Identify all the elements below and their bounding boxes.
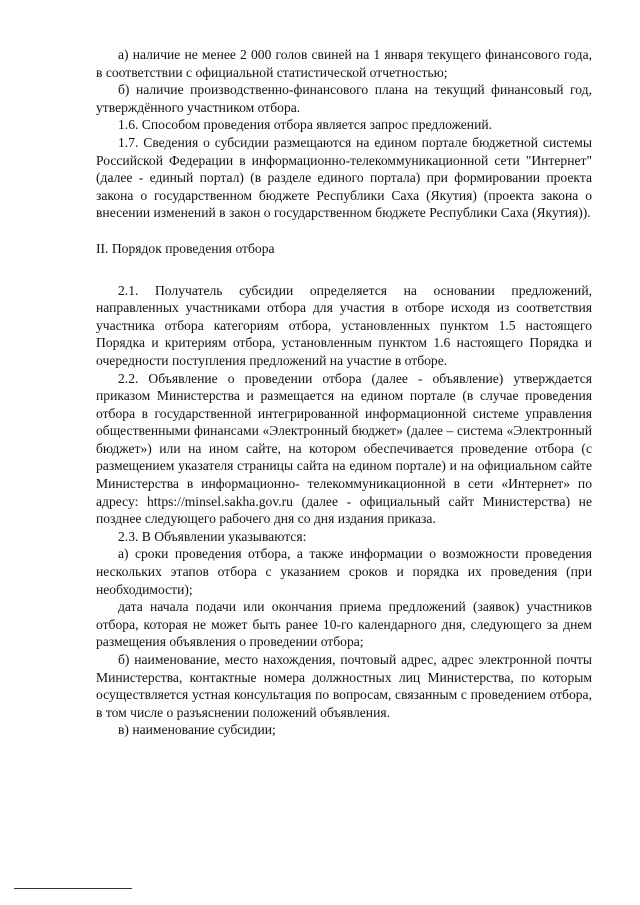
paragraph-2-1: 2.1. Получатель субсидии определяется на основании предложений, направленных участниками отбора для участия в отборе исходя из соответствия участника отбора категориям отбора, установленных пунктом 1.5 настоящего Порядка и критериям отбора, установленным пунктом 1.6 настоящего Порядка и очередности поступления предложений на участие в отборе. [96,282,592,368]
paragraph-1a: а) наличие не менее 2 000 голов свиней на 1 января текущего финансового года, в соответствии с официальной статистической отчетностью; [96,47,592,80]
footnote-rule [14,888,132,889]
paragraph-1-7: 1.7. Сведения о субсидии размещаются на едином портале бюджетной системы Российской Федерации в информационно-телекоммуникационной сети "Интернет" (далее - единый портал) (в разделе единого портала) при формировании проекта закона о государственном бюджете Республики Саха (Якутия) (проекта закона о внесении изменений в закон о государственном бюджете Республики Саха (Якутия)). [96,134,592,221]
paragraph-2-3-date: дата начала подачи или окончания приема предложений (заявок) участников отбора, которая не может быть ранее 10-го календарного дня, следующего за днем размещения объявления о проведении отбора; [96,599,592,650]
paragraph-1-6: 1.6. Способом проведения отбора является запрос предложений. [118,117,493,133]
section-heading: II. Порядок проведения отбора [96,240,275,256]
paragraph-2-3-a: а) сроки проведения отбора, а также информации о возможности проведения нескольких этапов отбора с указанием сроков и порядка их проведения (при необходимости); [96,546,592,597]
paragraph-2-3-b: б) наименование, место нахождения, почтовый адрес, адрес электронной почты Министерства, контактные номера должностных лиц Министерства, по которым осуществляется устная консультация по вопросам, связанным с проведением отбора, в том числе о разъяснении положений объявления. [96,652,592,720]
paragraph-1b: б) наличие производственно-финансового плана на текущий финансовый год, утверждённого участником отбора. [96,82,592,115]
paragraph-2-3-v: в) наименование субсидии; [118,722,276,738]
paragraph-2-2: 2.2. Объявление о проведении отбора (далее - объявление) утверждается приказом Министерства и размещается на едином портале (в случае проведения отбора в государственной интегрированной информационной системе управления общественными финансами «Электронный бюджет» (далее – система «Электронный бюджет») или на ином сайте, на котором обеспечивается проведение отбора (с размещением указателя страницы сайта на едином портале) и на официальном сайте Министерства в информационно- телекоммуникационной в сети «Интернет» по адресу: https://minsel.sakha.gov.ru (далее - официальный сайт Министерства) не позднее следующего рабочего дня со дня издания приказа. [96,370,592,527]
document-body [96,46,592,739]
paragraph-2-3: 2.3. В Объявлении указываются: [118,528,307,544]
